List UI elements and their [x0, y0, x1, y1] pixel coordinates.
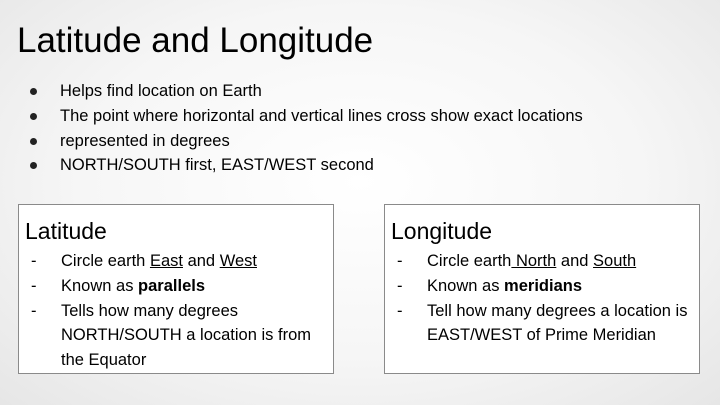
dash-marker: - [397, 276, 403, 295]
latitude-box [18, 204, 334, 374]
bold-term: meridians [504, 276, 582, 295]
dash-marker: - [31, 301, 37, 320]
item-text: Known as [427, 276, 505, 295]
underlined-text: North [511, 252, 557, 270]
latitude-item [27, 299, 327, 373]
bullet-text: The point where horizontal and vertical lines cross show exact locations [60, 106, 583, 125]
bullet-item [30, 153, 583, 178]
bullet-list [30, 79, 583, 178]
longitude-box [384, 204, 700, 374]
dash-marker: - [31, 276, 37, 295]
item-text: Circle earth [61, 252, 150, 270]
bullet-item [30, 79, 583, 104]
item-text: Known as [61, 276, 139, 295]
dash-marker: - [31, 252, 37, 270]
item-text: Tell how many degrees a location is EAST/WEST of Prime Meridian [427, 301, 688, 345]
item-text: Circle earth [427, 252, 512, 270]
longitude-item [393, 274, 693, 299]
item-text: and [556, 252, 594, 270]
bullet-text: represented in degrees [60, 131, 230, 150]
bullet-item [30, 104, 583, 129]
bullet-text: Helps find location on Earth [60, 82, 262, 100]
bullet-dot-icon [30, 88, 37, 95]
bullet-text: NORTH/SOUTH first, EAST/WEST second [60, 156, 374, 175]
bullet-dot-icon [30, 162, 37, 169]
underlined-text: South [593, 252, 637, 270]
item-text: and [182, 252, 220, 270]
bullet-dot-icon [30, 138, 37, 145]
dash-marker: - [397, 301, 403, 320]
bold-term: parallels [138, 276, 206, 295]
latitude-list [27, 249, 327, 373]
underlined-text: West [219, 252, 257, 270]
latitude-item [27, 249, 327, 274]
longitude-item [393, 249, 693, 274]
longitude-heading: Longitude [391, 218, 493, 244]
underlined-text: East [149, 252, 183, 270]
bullet-item [30, 129, 583, 154]
bullet-dot-icon [30, 113, 37, 120]
latitude-item [27, 274, 327, 299]
longitude-list [393, 249, 693, 348]
item-text: Tells how many degrees NORTH/SOUTH a location is from the Equator [61, 301, 311, 370]
latitude-heading: Latitude [25, 218, 107, 244]
dash-marker: - [397, 252, 403, 270]
longitude-item [393, 299, 693, 349]
slide-title: Latitude and Longitude [17, 21, 374, 60]
